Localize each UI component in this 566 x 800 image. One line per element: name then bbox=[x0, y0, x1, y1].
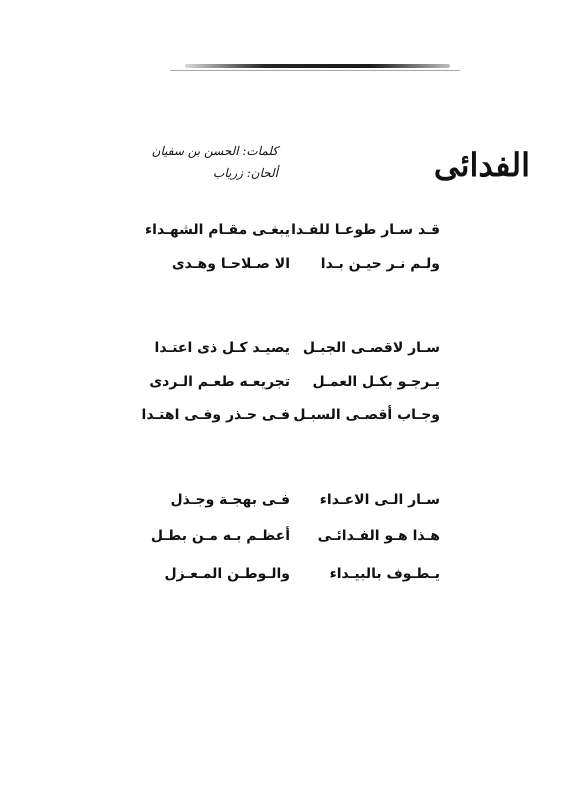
poem-title: الفدائى bbox=[433, 146, 530, 184]
lyrics-credit: كلمات: الحسن بن سفيان bbox=[151, 144, 278, 158]
verse-left: يصيـد كـل ذى اعتـدا bbox=[154, 340, 290, 356]
verse-right: قـد سـار طوعـا للفـدا bbox=[291, 222, 440, 238]
verse-right: سـار لاقصـى الجبـل bbox=[302, 340, 440, 356]
verse-right: سـار الـى الاعـداء bbox=[319, 492, 440, 508]
verse-right: يـرجـو بكـل العمـل bbox=[312, 374, 440, 390]
verse-right: هـذا هـو الفـدائـى bbox=[317, 528, 440, 544]
verse-left: والـوطـن المـعـزل bbox=[164, 566, 290, 582]
verse-right: ولـم نـر حيـن بـدا bbox=[320, 256, 440, 272]
verse-left: تجريعـه طعـم الـردى bbox=[149, 374, 290, 390]
verse-left: الا صـلاحـا وهـدى bbox=[171, 256, 290, 272]
verse-left: أعظـم بـه مـن بطـل bbox=[150, 528, 290, 544]
credits bbox=[151, 140, 278, 184]
top-rule-thin bbox=[170, 70, 460, 71]
verse-right: وجـاب أقصـى السبـل bbox=[293, 407, 440, 423]
top-rule bbox=[185, 64, 450, 68]
verse-left: فـى حـذر وفـى اهتـدا bbox=[141, 407, 290, 423]
verse-right: يـطـوف بالبيـداء bbox=[329, 566, 440, 582]
verse-left: فـى بهجـة وجـذل bbox=[170, 492, 290, 508]
verse-left: يبغـى مقـام الشهـداء bbox=[145, 222, 290, 238]
music-credit: ألحان: زرياب bbox=[213, 166, 278, 180]
